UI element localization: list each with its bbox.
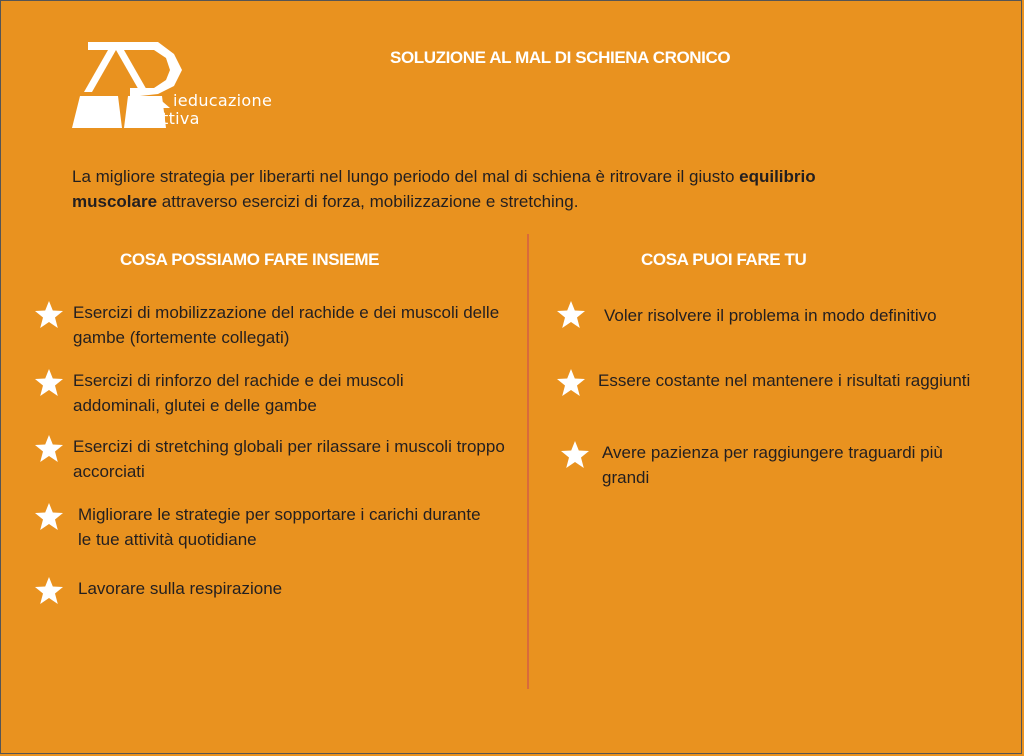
list-item [556,300,1006,330]
list-item [34,300,534,350]
star-icon [34,300,64,330]
list-item [34,368,534,418]
logo [70,36,310,136]
list-item [556,368,1006,398]
list-item [34,502,534,552]
star-icon [34,368,64,398]
list-item-text: Esercizi di stretching globali per rilassare i muscoli troppo accorciati [73,437,505,481]
list-item [560,440,1010,490]
logo-text-line1: ieducazione [173,91,273,110]
intro-bold-1: equilibrio [739,167,816,186]
star-icon [34,576,64,606]
list-item-text: Voler risolvere il problema in modo definitivo [604,306,937,325]
list-item-text: Lavorare sulla respirazione [78,579,283,598]
list-item-text: Migliorare le strategie per sopportare i carichi durante le tue attività quotidiane [78,505,481,549]
right-column-title: COSA PUOI FARE TU [641,250,807,269]
list-item-text: Esercizi di rinforzo del rachide e dei muscoli addominali, glutei e delle gambe [73,371,404,415]
star-icon [556,300,586,330]
intro-bold-2: muscolare [72,192,158,211]
list-item [34,434,534,484]
star-icon [34,434,64,464]
page-title: SOLUZIONE AL MAL DI SCHIENA CRONICO [390,48,731,67]
intro-text-after: attraverso esercizi di forza, mobilizzazione e stretching. [157,192,579,211]
list-item-text: Essere costante nel mantenere i risultati raggiunti [598,371,971,390]
list-item-text: Esercizi di mobilizzazione del rachide e dei muscoli delle gambe (fortemente collegati) [73,303,500,347]
list-item [34,576,534,606]
list-item-text: Avere pazienza per raggiungere traguardi più grandi [602,443,943,487]
intro-paragraph [72,164,952,214]
logo-text-line2: ttiva [162,109,200,128]
star-icon [556,368,586,398]
intro-text-before: La migliore strategia per liberarti nel lungo periodo del mal di schiena è ritrovare il giusto [72,167,740,186]
left-column-title: COSA POSSIAMO FARE INSIEME [120,250,380,269]
star-icon [560,440,590,470]
star-icon [34,502,64,532]
